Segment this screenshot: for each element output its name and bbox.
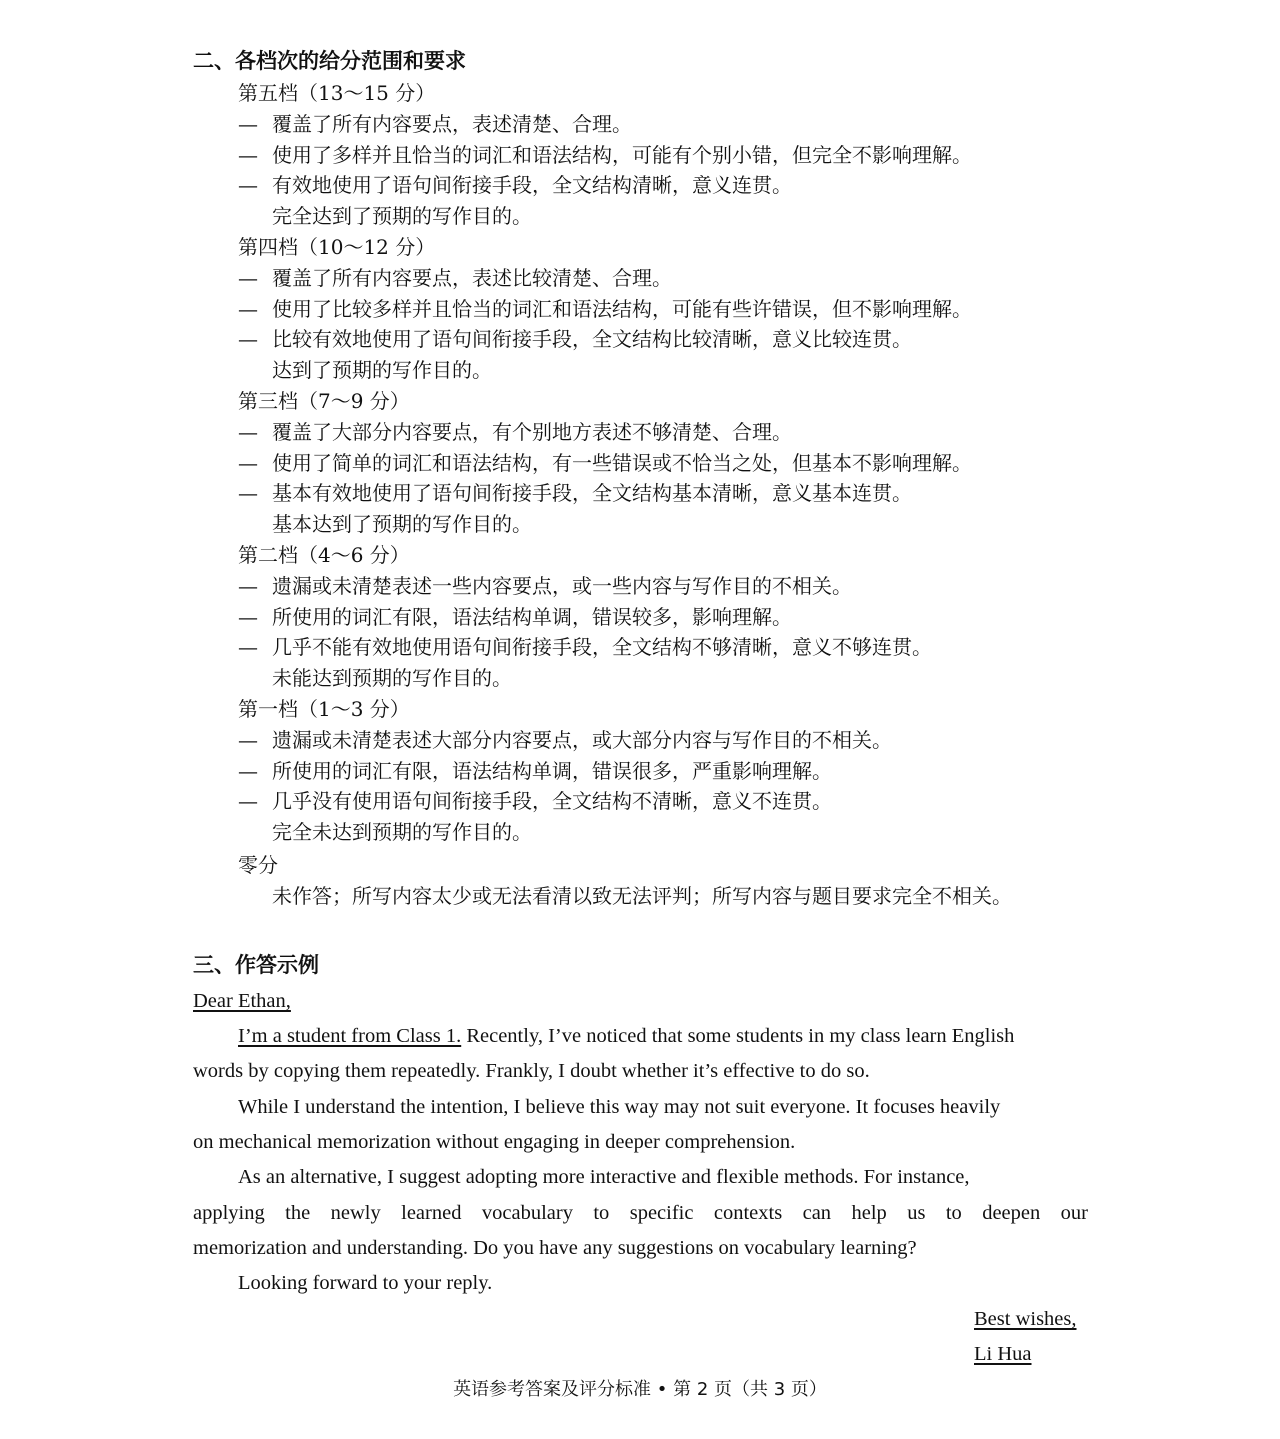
paragraph-2-line-2: on mechanical memorization without engaging in deeper comprehension. (193, 1131, 796, 1153)
bullet-dash: — (238, 419, 258, 444)
section3-heading: 三、作答示例 (193, 953, 319, 977)
criterion-item: 几乎没有使用语句间衔接手段，全文结构不清晰，意义不连贯。 (272, 789, 832, 814)
criterion-item: 有效地使用了语句间衔接手段，全文结构清晰，意义连贯。 (272, 173, 792, 198)
self-intro-underlined: I’m a student from Class 1. (238, 1025, 462, 1047)
bullet-dash: — (238, 635, 258, 660)
letter-signature: Li Hua (974, 1343, 1032, 1365)
zero-score-title: 零分 (238, 853, 278, 877)
bullet-dash: — (238, 327, 258, 352)
tier-conclusion: 完全达到了预期的写作目的。 (272, 204, 532, 229)
letter-closing: Best wishes, (974, 1308, 1077, 1330)
criterion-item: 比较有效地使用了语句间衔接手段，全文结构比较清晰，意义比较连贯。 (272, 327, 912, 352)
paragraph-1-line-2: words by copying them repeatedly. Frankly, I doubt whether it’s effective to do so. (193, 1060, 870, 1082)
paragraph-3-line-3: memorization and understanding. Do you have any suggestions on vocabulary learning? (193, 1237, 917, 1259)
bullet-dash: — (238, 604, 258, 629)
bullet-dash: — (238, 173, 258, 198)
bullet-dash: — (238, 789, 258, 814)
criterion-item: 基本有效地使用了语句间衔接手段，全文结构基本清晰，意义基本连贯。 (272, 481, 912, 506)
tier-title: 第一档（1～3 分） (238, 697, 410, 721)
bullet-dash: — (238, 758, 258, 783)
tier-title: 第三档（7～9 分） (238, 389, 410, 413)
paragraph-3-line-1: As an alternative, I suggest adopting more interactive and flexible methods. For instance, (238, 1166, 970, 1188)
paragraph-3-line-2: applying the newly learned vocabulary to specific contexts can help us to deepen our (193, 1202, 1088, 1224)
criterion-item: 覆盖了所有内容要点，表述清楚、合理。 (272, 111, 632, 136)
bullet-dash: — (238, 296, 258, 321)
tier-title: 第二档（4～6 分） (238, 543, 410, 567)
criterion-item: 覆盖了所有内容要点，表述比较清楚、合理。 (272, 265, 672, 290)
bullet-dash: — (238, 142, 258, 167)
criterion-item: 遗漏或未清楚表述一些内容要点，或一些内容与写作目的不相关。 (272, 573, 852, 598)
tier-conclusion: 达到了预期的写作目的。 (272, 358, 492, 383)
bullet-dash: — (238, 265, 258, 290)
criterion-item: 覆盖了大部分内容要点，有个别地方表述不够清楚、合理。 (272, 419, 792, 444)
criterion-item: 使用了比较多样并且恰当的词汇和语法结构，可能有些许错误，但不影响理解。 (272, 296, 972, 321)
paragraph-4-line-1: Looking forward to your reply. (238, 1272, 493, 1294)
tier-title: 第五档（13～15 分） (238, 81, 436, 105)
letter-greeting: Dear Ethan, (193, 990, 291, 1012)
criterion-item: 使用了简单的词汇和语法结构，有一些错误或不恰当之处，但基本不影响理解。 (272, 450, 972, 475)
criterion-item: 使用了多样并且恰当的词汇和语法结构，可能有个别小错，但完全不影响理解。 (272, 142, 972, 167)
criterion-item: 几乎不能有效地使用语句间衔接手段，全文结构不够清晰，意义不够连贯。 (272, 635, 932, 660)
tier-conclusion: 基本达到了预期的写作目的。 (272, 512, 532, 537)
paragraph-1-line-1 (238, 1021, 1014, 1051)
criterion-item: 所使用的词汇有限，语法结构单调，错误较多，影响理解。 (272, 604, 792, 629)
criterion-item: 所使用的词汇有限，语法结构单调，错误很多，严重影响理解。 (272, 758, 832, 783)
bullet-dash: — (238, 450, 258, 475)
bullet-dash: — (238, 111, 258, 136)
zero-score-text: 未作答；所写内容太少或无法看清以致无法评判；所写内容与题目要求完全不相关。 (272, 884, 1012, 908)
paragraph-1-line-1-rest: Recently, I’ve noticed that some students in my class learn English (461, 1025, 1015, 1047)
bullet-dash: — (238, 727, 258, 752)
page-footer: 英语参考答案及评分标准 • 第 2 页（共 3 页） (453, 1379, 827, 1400)
paragraph-2-line-1: While I understand the intention, I believe this way may not suit everyone. It focuses heavily (238, 1096, 1001, 1118)
criterion-item: 遗漏或未清楚表述大部分内容要点，或大部分内容与写作目的不相关。 (272, 727, 892, 752)
bullet-dash: — (238, 573, 258, 598)
tier-conclusion: 完全未达到预期的写作目的。 (272, 820, 532, 845)
tier-title: 第四档（10～12 分） (238, 235, 436, 259)
bullet-dash: — (238, 481, 258, 506)
section2-heading: 二、各档次的给分范围和要求 (193, 49, 466, 73)
tier-conclusion: 未能达到预期的写作目的。 (272, 666, 512, 691)
